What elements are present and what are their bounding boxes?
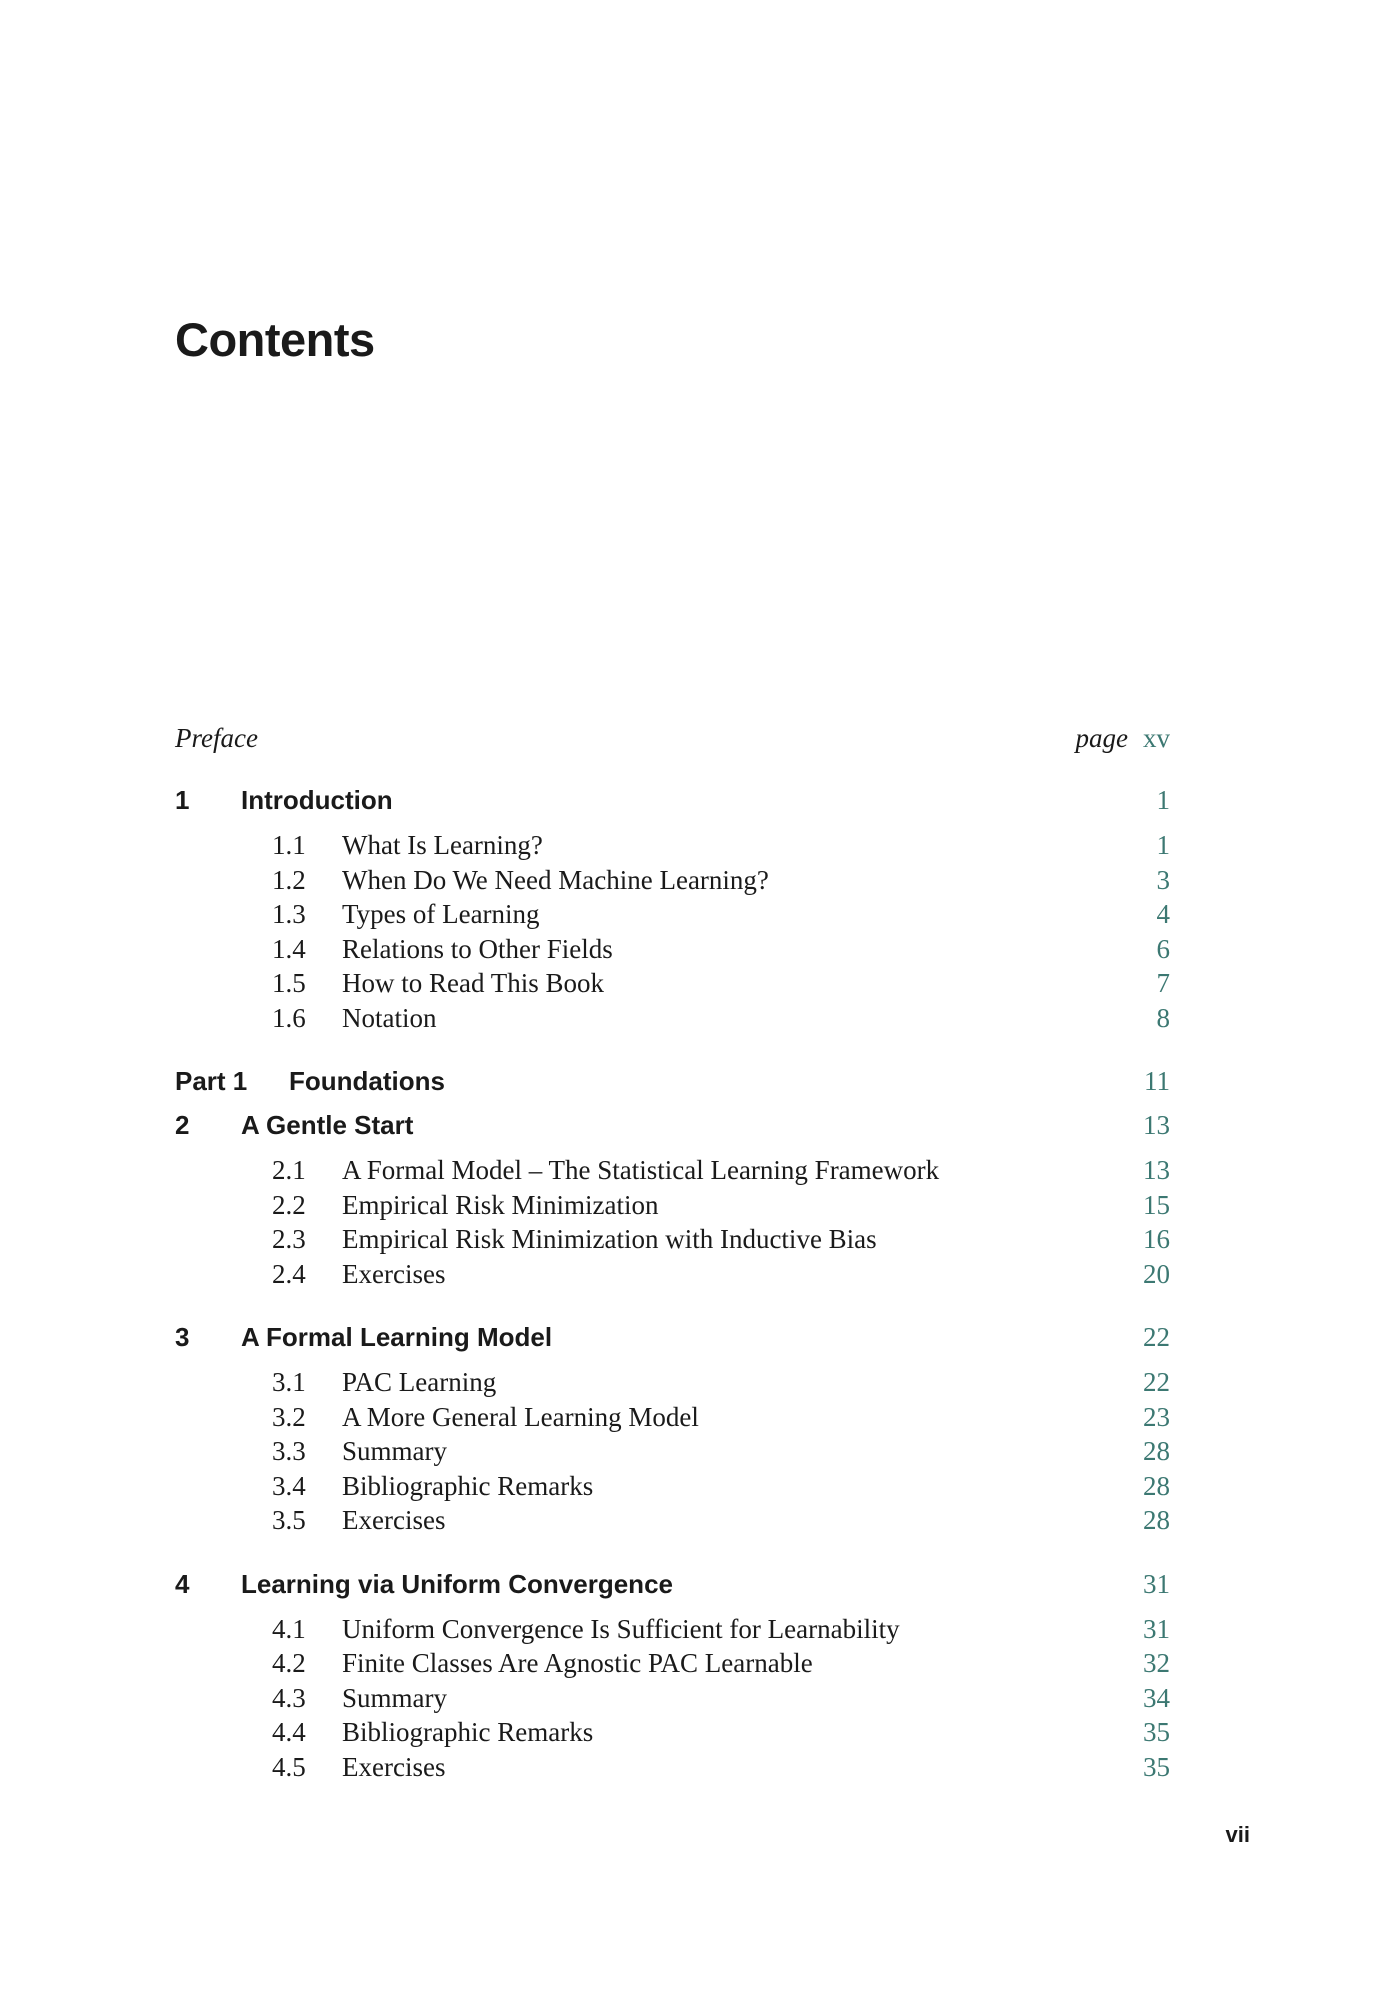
page-number: 3 <box>1156 864 1170 895</box>
chapter-number: 3 <box>175 1322 190 1352</box>
section-number: 1.1 <box>272 830 306 860</box>
page-number: 28 <box>1143 1505 1170 1535</box>
section-title: Relations to Other Fields <box>342 933 613 964</box>
section-number: 1.6 <box>272 1002 306 1033</box>
page-number: 34 <box>1143 1682 1170 1713</box>
toc-chapter[interactable] <box>175 1103 1170 1147</box>
section-number: 4.4 <box>272 1717 306 1747</box>
page-number: 23 <box>1143 1401 1170 1432</box>
toc-section[interactable] <box>175 828 1170 863</box>
page-number: 11 <box>1144 1066 1170 1096</box>
page-number: 16 <box>1143 1224 1170 1254</box>
page-number: 32 <box>1143 1648 1170 1678</box>
toc-section[interactable] <box>175 932 1170 967</box>
toc-section[interactable] <box>175 1188 1170 1223</box>
page-number: 22 <box>1143 1367 1170 1397</box>
toc-section[interactable] <box>175 1222 1170 1257</box>
section-number: 2.2 <box>272 1189 306 1220</box>
toc-chapter[interactable] <box>175 1562 1170 1606</box>
page-number: 1 <box>1156 830 1170 860</box>
toc-section[interactable] <box>175 863 1170 898</box>
section-title: Exercises <box>342 1751 446 1782</box>
section-number: 1.2 <box>272 864 306 895</box>
section-title: Types of Learning <box>342 899 540 929</box>
spacer <box>175 1291 1170 1315</box>
section-title: Uniform Convergence Is Sufficient for Learnability <box>342 1613 900 1644</box>
section-title: Empirical Risk Minimization <box>342 1189 659 1220</box>
section-title: Bibliographic Remarks <box>342 1717 594 1747</box>
page-number: 31 <box>1143 1568 1170 1599</box>
page-number: 4 <box>1156 899 1170 929</box>
page-number: 35 <box>1143 1751 1170 1782</box>
toc-section[interactable] <box>175 1365 1170 1400</box>
toc-section[interactable] <box>175 1153 1170 1188</box>
section-number: 3.5 <box>272 1505 306 1535</box>
toc-section[interactable] <box>175 1469 1170 1504</box>
toc-section[interactable] <box>175 1257 1170 1292</box>
section-title: What Is Learning? <box>342 830 543 860</box>
section-number: 1.4 <box>272 933 306 964</box>
page-number: 28 <box>1143 1470 1170 1501</box>
page-number: 6 <box>1156 933 1170 964</box>
section-title: Summary <box>342 1682 447 1713</box>
toc-section[interactable] <box>175 1503 1170 1538</box>
section-title: Exercises <box>342 1258 446 1289</box>
toc-chapter[interactable] <box>175 778 1170 822</box>
toc-section[interactable] <box>175 1681 1170 1716</box>
section-number: 4.1 <box>272 1613 306 1644</box>
page-number: 15 <box>1143 1189 1170 1220</box>
toc-part[interactable] <box>175 1059 1170 1103</box>
section-number: 2.1 <box>272 1155 306 1185</box>
section-title: Empirical Risk Minimization with Inductive Bias <box>342 1224 877 1254</box>
section-number: 4.5 <box>272 1751 306 1782</box>
preface-label: Preface <box>175 723 258 753</box>
toc-section[interactable] <box>175 1612 1170 1647</box>
section-number: 1.5 <box>272 968 306 998</box>
chapter-title: Introduction <box>241 785 393 815</box>
section-title: Bibliographic Remarks <box>342 1470 594 1501</box>
section-number: 3.2 <box>272 1401 306 1432</box>
section-title: Finite Classes Are Agnostic PAC Learnable <box>342 1648 813 1678</box>
toc-section[interactable] <box>175 1750 1170 1785</box>
toc-section[interactable] <box>175 897 1170 932</box>
toc-section[interactable] <box>175 966 1170 1001</box>
toc-section[interactable] <box>175 1646 1170 1681</box>
section-title: How to Read This Book <box>342 968 604 998</box>
page-number: 35 <box>1143 1717 1170 1747</box>
section-number: 3.1 <box>272 1367 306 1397</box>
toc-entry-preface[interactable] <box>175 716 1170 760</box>
toc-section[interactable] <box>175 1400 1170 1435</box>
section-number: 3.3 <box>272 1436 306 1466</box>
section-number: 2.4 <box>272 1258 306 1289</box>
chapter-number: 4 <box>175 1568 190 1599</box>
table-of-contents <box>175 716 1170 1784</box>
toc-section[interactable] <box>175 1715 1170 1750</box>
section-title: When Do We Need Machine Learning? <box>342 864 769 895</box>
toc-section[interactable] <box>175 1001 1170 1036</box>
chapter-number: 1 <box>175 785 190 815</box>
page-number: xv <box>1143 723 1170 753</box>
spacer <box>175 1538 1170 1562</box>
spacer <box>175 1035 1170 1059</box>
page-number: 20 <box>1143 1258 1170 1289</box>
section-number: 4.3 <box>272 1682 306 1713</box>
toc-section[interactable] <box>175 1434 1170 1469</box>
section-title: A More General Learning Model <box>342 1401 699 1432</box>
section-number: 1.3 <box>272 899 306 929</box>
page-number: 31 <box>1143 1613 1170 1644</box>
section-number: 2.3 <box>272 1224 306 1254</box>
folio-page-number: vii <box>1225 1822 1250 1847</box>
section-title: PAC Learning <box>342 1367 497 1397</box>
section-number: 3.4 <box>272 1470 306 1501</box>
section-title: Summary <box>342 1436 447 1466</box>
chapter-number: 2 <box>175 1110 190 1140</box>
section-title: Exercises <box>342 1505 446 1535</box>
section-number: 4.2 <box>272 1648 306 1678</box>
section-title: A Formal Model – The Statistical Learning Framework <box>342 1155 940 1185</box>
toc-chapter[interactable] <box>175 1315 1170 1359</box>
page-number: 1 <box>1156 785 1170 815</box>
chapter-title: A Gentle Start <box>241 1110 414 1140</box>
part-title: Foundations <box>289 1066 445 1096</box>
part-label: Part 1 <box>175 1066 248 1096</box>
page-word: page <box>1075 723 1128 753</box>
page-number: 13 <box>1143 1155 1170 1185</box>
chapter-title: Learning via Uniform Convergence <box>241 1568 673 1599</box>
page-title: Contents <box>175 313 375 366</box>
page-number: 28 <box>1143 1436 1170 1466</box>
section-title: Notation <box>342 1002 437 1033</box>
page-number: 22 <box>1143 1322 1170 1352</box>
page-number: 8 <box>1156 1002 1170 1033</box>
page-number: 7 <box>1156 968 1170 998</box>
page-number: 13 <box>1143 1110 1170 1140</box>
chapter-title: A Formal Learning Model <box>241 1322 553 1352</box>
